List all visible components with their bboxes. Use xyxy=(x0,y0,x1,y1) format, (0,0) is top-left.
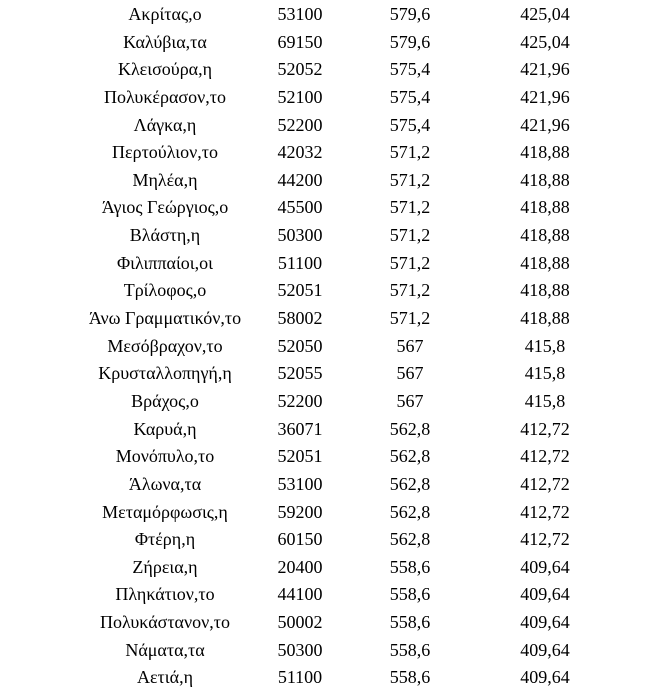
settlement-name-cell: Άλωνα,τα xyxy=(128,473,202,494)
settlement-name-cell: Λάγκα,η xyxy=(133,114,197,135)
settlement-name-cell: Τρίλοφος,ο xyxy=(123,280,207,301)
value-cell: 562,8 xyxy=(389,473,431,494)
table-row xyxy=(0,442,650,470)
value-cell: 571,2 xyxy=(389,308,431,329)
postal-code-cell: 60150 xyxy=(277,529,323,550)
value-cell: 412,72 xyxy=(520,418,570,439)
value-cell: 415,8 xyxy=(524,363,566,384)
value-cell: 409,64 xyxy=(520,556,570,577)
postal-code-cell: 52051 xyxy=(277,280,323,301)
value-cell: 558,6 xyxy=(389,612,431,633)
postal-code-cell: 58002 xyxy=(277,308,323,329)
value-cell: 418,88 xyxy=(520,142,570,163)
table-row xyxy=(0,553,650,581)
value-cell: 579,6 xyxy=(389,4,431,24)
table-row xyxy=(0,470,650,498)
settlement-name-cell: Μηλέα,η xyxy=(132,169,198,190)
table-row xyxy=(0,580,650,608)
value-cell: 418,88 xyxy=(520,169,570,190)
settlement-name-cell: Άγιος Γεώργιος,ο xyxy=(101,197,229,218)
value-cell: 415,8 xyxy=(524,390,566,411)
settlement-name-cell: Βράχος,ο xyxy=(131,390,199,411)
table-row xyxy=(0,276,650,304)
settlement-name-cell: Φτέρη,η xyxy=(134,529,196,550)
value-cell: 409,64 xyxy=(520,639,570,660)
table-row xyxy=(0,498,650,526)
value-cell: 571,2 xyxy=(389,225,431,246)
postal-code-cell: 50002 xyxy=(277,612,323,633)
value-cell: 567 xyxy=(396,390,424,411)
value-cell: 571,2 xyxy=(389,252,431,273)
settlement-name-cell: Περτούλιον,το xyxy=(112,142,218,163)
value-cell: 562,8 xyxy=(389,418,431,439)
settlement-name-cell: Καρυά,η xyxy=(133,418,197,439)
settlement-name-cell: Μονόπυλο,το xyxy=(115,446,215,467)
settlement-name-cell: Κλεισούρα,η xyxy=(117,59,213,80)
settlement-name-cell: Πολυκέρασον,το xyxy=(104,86,226,107)
value-cell: 409,64 xyxy=(520,667,570,688)
table-row xyxy=(0,0,650,28)
table-row xyxy=(0,83,650,111)
postal-code-cell: 50300 xyxy=(277,639,323,660)
settlement-name-cell: Ζήρεια,η xyxy=(132,556,198,577)
value-cell: 571,2 xyxy=(389,197,431,218)
value-cell: 418,88 xyxy=(520,252,570,273)
table-row xyxy=(0,55,650,83)
settlement-name-cell: Μεταμόρφωσις,η xyxy=(102,501,228,522)
value-cell: 412,72 xyxy=(520,529,570,550)
value-cell: 418,88 xyxy=(520,308,570,329)
value-cell: 571,2 xyxy=(389,142,431,163)
value-cell: 562,8 xyxy=(389,501,431,522)
postal-code-cell: 36071 xyxy=(277,418,323,439)
settlement-name-cell: Άνω Γραμματικόν,το xyxy=(88,308,242,329)
value-cell: 409,64 xyxy=(520,584,570,605)
table-row xyxy=(0,525,650,553)
value-cell: 412,72 xyxy=(520,473,570,494)
table-row xyxy=(0,636,650,664)
value-cell: 409,64 xyxy=(520,612,570,633)
table-row xyxy=(0,111,650,139)
table-row xyxy=(0,304,650,332)
value-cell: 418,88 xyxy=(520,225,570,246)
postal-code-cell: 52050 xyxy=(277,335,323,356)
value-cell: 575,4 xyxy=(389,59,431,80)
table-row xyxy=(0,166,650,194)
postal-code-cell: 51100 xyxy=(277,667,323,688)
postal-code-cell: 59200 xyxy=(277,501,323,522)
table-row xyxy=(0,193,650,221)
table-row xyxy=(0,663,650,691)
value-cell: 575,4 xyxy=(389,86,431,107)
postal-code-cell: 42032 xyxy=(277,142,323,163)
postal-code-cell: 20400 xyxy=(277,556,323,577)
value-cell: 421,96 xyxy=(520,114,570,135)
table-row xyxy=(0,221,650,249)
settlement-name-cell: Νάματα,τα xyxy=(125,639,205,660)
settlement-name-cell: Φιλιππαίοι,οι xyxy=(117,252,213,273)
value-cell: 571,2 xyxy=(389,280,431,301)
value-cell: 562,8 xyxy=(389,446,431,467)
postal-code-cell: 51100 xyxy=(277,252,323,273)
value-cell: 575,4 xyxy=(389,114,431,135)
value-cell: 421,96 xyxy=(520,86,570,107)
value-cell: 418,88 xyxy=(520,280,570,301)
value-cell: 421,96 xyxy=(520,59,570,80)
value-cell: 571,2 xyxy=(389,169,431,190)
settlement-name-cell: Ακρίτας,ο xyxy=(128,4,202,24)
value-cell: 558,6 xyxy=(389,584,431,605)
postal-code-cell: 52052 xyxy=(277,59,323,80)
postal-code-cell: 52051 xyxy=(277,446,323,467)
settlement-name-cell: Πληκάτιον,το xyxy=(115,584,215,605)
postal-code-cell: 52200 xyxy=(277,390,323,411)
value-cell: 558,6 xyxy=(389,639,431,660)
table-row xyxy=(0,415,650,443)
postal-code-cell: 52055 xyxy=(277,363,323,384)
table-row xyxy=(0,608,650,636)
table-row xyxy=(0,359,650,387)
settlement-name-cell: Βλάστη,η xyxy=(129,225,201,246)
table-row xyxy=(0,387,650,415)
table-row xyxy=(0,332,650,360)
settlement-name-cell: Μεσόβραχον,το xyxy=(107,335,223,356)
postal-code-cell: 44200 xyxy=(277,169,323,190)
table-row xyxy=(0,138,650,166)
postal-code-cell: 44100 xyxy=(277,584,323,605)
value-cell: 579,6 xyxy=(389,31,431,52)
value-cell: 567 xyxy=(396,363,424,384)
settlement-name-cell: Αετιά,η xyxy=(137,667,193,688)
settlement-name-cell: Καλύβια,τα xyxy=(123,31,207,52)
postal-code-cell: 52200 xyxy=(277,114,323,135)
value-cell: 425,04 xyxy=(520,4,570,24)
postal-code-cell: 50300 xyxy=(277,225,323,246)
value-cell: 412,72 xyxy=(520,501,570,522)
postal-code-cell: 53100 xyxy=(277,473,323,494)
postal-code-cell: 69150 xyxy=(277,31,323,52)
value-cell: 412,72 xyxy=(520,446,570,467)
value-cell: 415,8 xyxy=(524,335,566,356)
settlement-name-cell: Πολυκάστανον,το xyxy=(99,612,231,633)
value-cell: 418,88 xyxy=(520,197,570,218)
postal-code-cell: 52100 xyxy=(277,86,323,107)
settlement-name-cell: Κρυσταλλοπηγή,η xyxy=(98,363,232,384)
value-cell: 425,04 xyxy=(520,31,570,52)
value-cell: 558,6 xyxy=(389,667,431,688)
value-cell: 567 xyxy=(396,335,424,356)
value-cell: 562,8 xyxy=(389,529,431,550)
value-cell: 558,6 xyxy=(389,556,431,577)
table-row xyxy=(0,28,650,56)
table-row xyxy=(0,249,650,277)
postal-code-cell: 45500 xyxy=(277,197,323,218)
postal-code-cell: 53100 xyxy=(277,4,323,24)
